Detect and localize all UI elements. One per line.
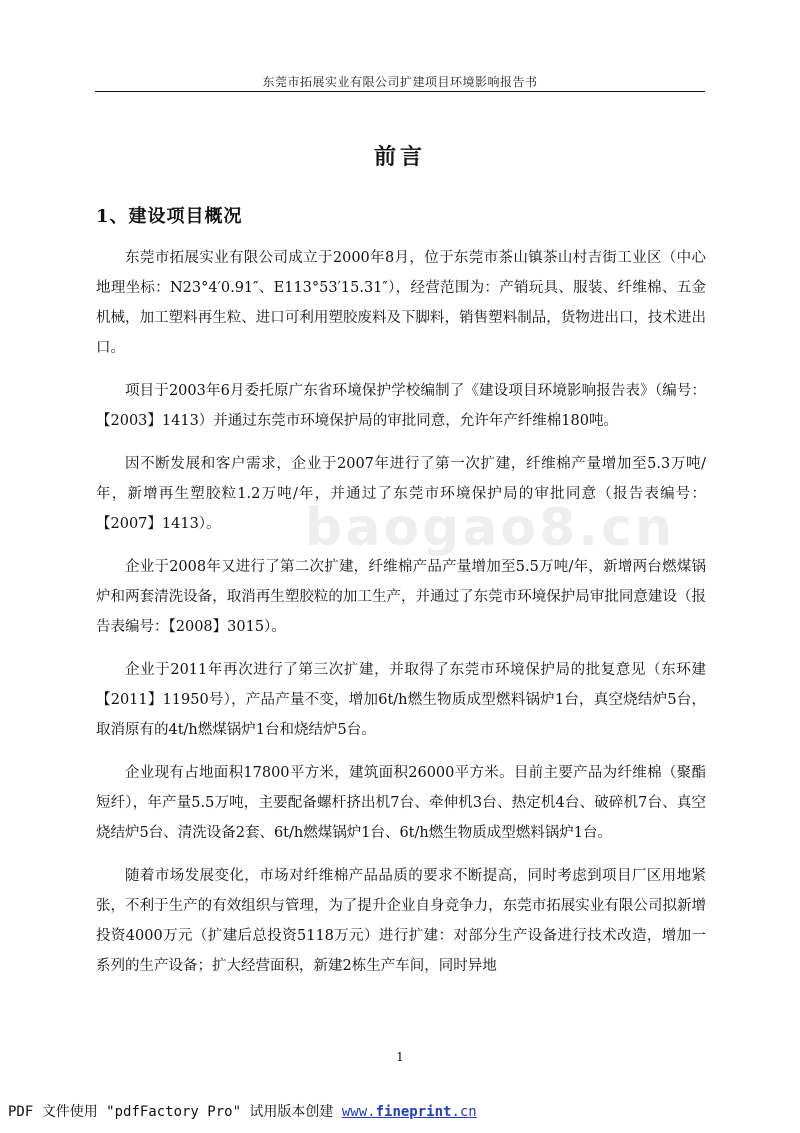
paragraph-2011-expansion: 企业于2011年再次进行了第三次扩建，并取得了东莞市环境保护局的批复意见（东环建【2011】11950号），产品产量不变，增加6t/h燃生物质成型燃料锅炉1台，真空烧结炉5台，取消原有的4t/h燃煤锅炉1台和烧结炉5台。 [96, 662, 706, 738]
footer-link-domain: fineprint [375, 1104, 452, 1120]
paragraph-2003-approval: 项目于2003年6月委托原广东省环境保护学校编制了《建设项目环境影响报告表》（编号：【2003】1413）并通过东莞市环境保护局的审批同意，允许年产纤维棉180吨。 [96, 383, 706, 429]
page-number: 1 [396, 1050, 404, 1064]
watermark: baogao8.cn [305, 498, 675, 558]
footer-link[interactable] [342, 1104, 477, 1120]
paragraph-company-overview: 东莞市拓展实业有限公司成立于2000年8月，位于东莞市茶山镇茶山村吉街工业区（中心地理坐标：N23°4′0.91″、E113°53′15.31″），经营范围为：产销玩具、服装、纤维棉、五金机械，加工塑料再生粒、进口可利用塑胶废料及下脚料，销售塑料制品，货物进出口，技术进出口。 [96, 250, 706, 356]
section-heading: 1、建设项目概况 [96, 206, 243, 227]
paragraph-2008-expansion: 企业于2008年又进行了第二次扩建，纤维棉产品产量增加至5.5万吨/年，新增两台燃煤锅炉和两套清洗设备，取消再生塑胶粒的加工生产，并通过了东莞市环境保护局审批同意建设（报告表编号：【2008】3015）。 [96, 559, 706, 635]
page-title: 前言 [373, 144, 426, 170]
paragraph-expansion-plan: 随着市场发展变化，市场对纤维棉产品品质的要求不断提高，同时考虑到项目厂区用地紧张，不利于生产的有效组织与管理，为了提升企业自身竞争力，东莞市拓展实业有限公司拟新增投资4000万元（扩建后总投资5118万元）进行扩建：对部分生产设备进行技术改造，增加一系列的生产设备；扩大经营面积，新建2栋生产车间，同时异地 [96, 868, 706, 974]
pdf-footer [8, 1101, 477, 1121]
body-text [96, 243, 706, 994]
running-header-title: 东莞市拓展实业有限公司扩建项目环境影响报告书 [262, 75, 538, 89]
footer-text: PDF 文件使用 "pdfFactory Pro" 试用版本创建 [8, 1104, 342, 1120]
paragraph-2007-expansion: 因不断发展和客户需求，企业于2007年进行了第一次扩建，纤维棉产量增加至5.3万吨/年，新增再生塑胶粒1.2万吨/年，并通过了东莞市环境保护局的审批同意（报告表编号：【2007】1413）。 [96, 456, 706, 532]
footer-link-www: www. [341, 1104, 376, 1120]
footer-link-tld: .cn [451, 1104, 477, 1120]
header-rule [95, 91, 705, 92]
paragraph-current-status: 企业现有占地面积17800平方米，建筑面积26000平方米。目前主要产品为纤维棉（聚酯短纤），年产量5.5万吨，主要配备螺杆挤出机7台、牵伸机3台、热定机4台、破碎机7台、真空烧结炉5台、清洗设备2套、6t/h燃煤锅炉1台、6t/h燃生物质成型燃料锅炉1台。 [96, 765, 706, 841]
